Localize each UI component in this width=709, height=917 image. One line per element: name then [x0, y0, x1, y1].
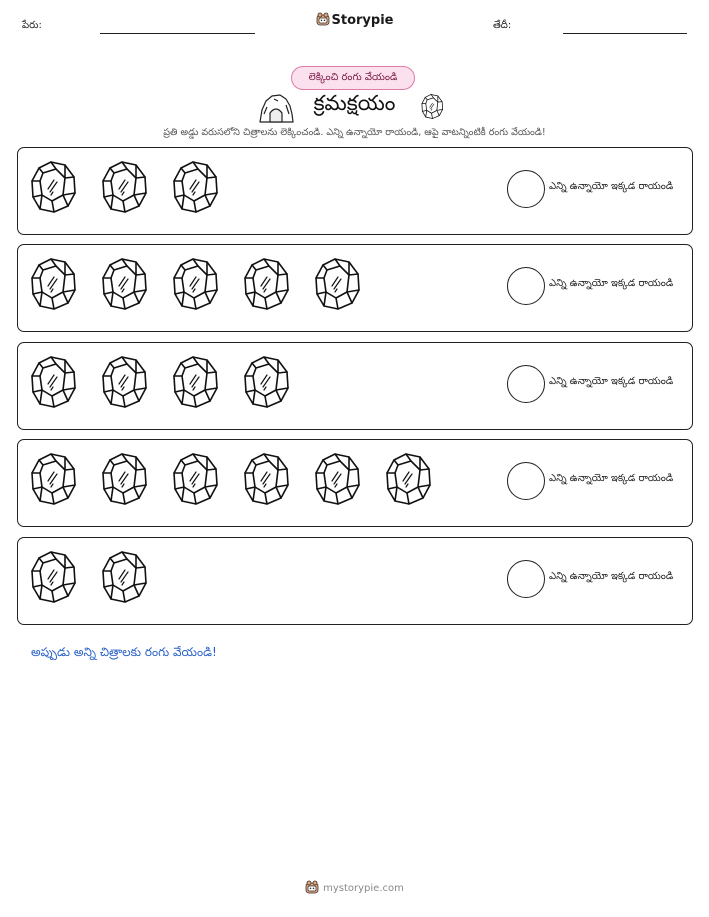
footer-instruction: అప్పుడు అన్ని చిత్రాలకు రంగు వేయండి! — [31, 645, 217, 659]
answer-circle[interactable] — [507, 560, 545, 598]
gem-icon[interactable] — [172, 451, 220, 507]
answer-label: ఎన్ని ఉన్నాయో ఇక్కడ రాయండి — [549, 571, 674, 582]
gem-icon[interactable] — [385, 451, 433, 507]
gem-icon[interactable] — [172, 159, 220, 215]
gem-icon[interactable] — [30, 256, 78, 312]
brand-name: Storypie — [331, 13, 394, 28]
answer-circle[interactable] — [507, 267, 545, 305]
site-footer — [0, 880, 709, 894]
date-field-line[interactable] — [563, 33, 687, 34]
site-url: mystorypie.com — [323, 883, 404, 894]
answer-label: ఎన్ని ఉన్నాయో ఇక్కడ రాయండి — [549, 181, 674, 192]
title-row — [0, 90, 709, 126]
gem-icon[interactable] — [30, 549, 78, 605]
gem-icon[interactable] — [101, 451, 149, 507]
gem-icon[interactable] — [172, 256, 220, 312]
gem-icon[interactable] — [101, 256, 149, 312]
counting-row — [17, 244, 693, 332]
storypie-logo-icon — [305, 880, 319, 894]
worksheet-header — [0, 0, 709, 50]
gem-icon[interactable] — [243, 451, 291, 507]
answer-label: ఎన్ని ఉన్నాయో ఇక్కడ రాయండి — [549, 278, 674, 289]
gem-icon[interactable] — [101, 159, 149, 215]
gem-icon[interactable] — [314, 451, 362, 507]
answer-circle[interactable] — [507, 365, 545, 403]
gem-icon[interactable] — [30, 354, 78, 410]
instructions: ప్రతి అడ్డు వరుసలోని చిత్రాలను లెక్కించండి. ఎన్ని ఉన్నాయో రాయండి, ఆపై వాటన్నింటికీ రంగు వేయండి! — [163, 127, 546, 138]
brand — [0, 12, 709, 28]
name-label: పేరు: — [22, 20, 42, 31]
answer-label: ఎన్ని ఉన్నాయో ఇక్కడ రాయండి — [549, 376, 674, 387]
name-field-line[interactable] — [100, 33, 255, 34]
counting-row — [17, 147, 693, 235]
counting-row — [17, 537, 693, 625]
gem-icon[interactable] — [243, 256, 291, 312]
answer-circle[interactable] — [507, 462, 545, 500]
gem-icon[interactable] — [30, 159, 78, 215]
counting-row — [17, 439, 693, 527]
activity-type-badge: లెక్కించి రంగు వేయండి — [291, 66, 415, 90]
page-title: క్రమక్షయం — [313, 91, 396, 115]
date-label: తేదీ: — [493, 20, 512, 31]
answer-label: ఎన్ని ఉన్నాయో ఇక్కడ రాయండి — [549, 473, 674, 484]
gem-icon[interactable] — [243, 354, 291, 410]
gem-icon[interactable] — [172, 354, 220, 410]
answer-circle[interactable] — [507, 170, 545, 208]
gem-icon[interactable] — [30, 451, 78, 507]
gem-icon — [419, 93, 446, 120]
counting-row — [17, 342, 693, 430]
gem-icon[interactable] — [101, 549, 149, 605]
gem-icon[interactable] — [314, 256, 362, 312]
storypie-logo-icon — [316, 12, 330, 26]
gem-icon[interactable] — [101, 354, 149, 410]
